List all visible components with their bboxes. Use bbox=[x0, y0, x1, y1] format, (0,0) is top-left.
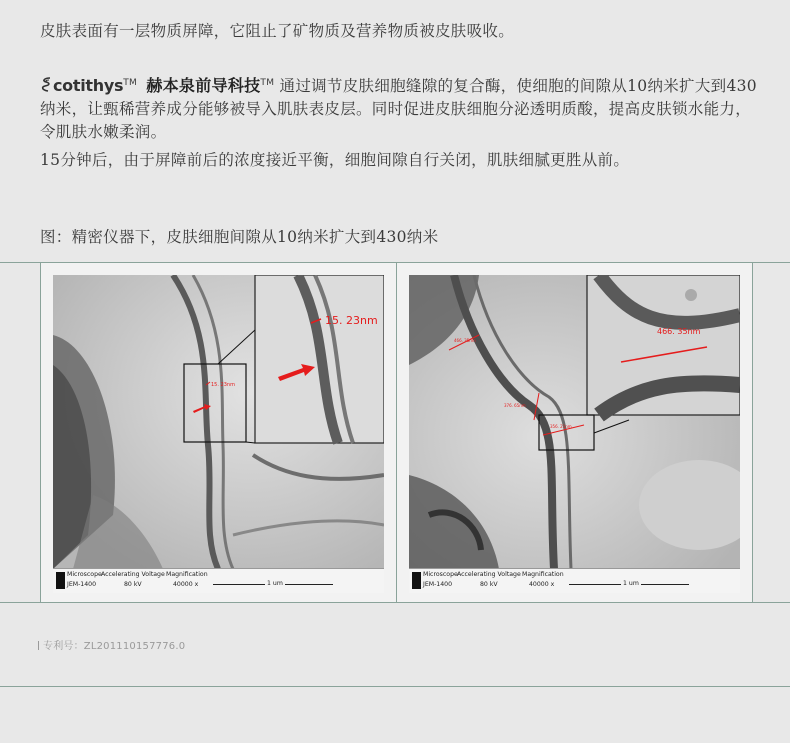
small-measurement-label: 15. 23nm bbox=[211, 382, 235, 388]
frame-bottom-rule bbox=[0, 602, 790, 603]
scale-marker-icon bbox=[412, 572, 421, 589]
small-measurement-label-c: 356. 21nm bbox=[550, 424, 572, 429]
small-measurement-label-b: 376. 65nm bbox=[504, 403, 526, 408]
patent-number: 专利号：ZL201110157776.0 bbox=[38, 637, 185, 652]
zoom-measurement-label: 466. 35nm bbox=[657, 327, 701, 336]
micrograph-right bbox=[409, 275, 740, 593]
scale-info-right: Microscope Accelerating Voltage Magnification JEM-1400 80 kV 40000 x 1 um bbox=[409, 568, 740, 593]
patent-bar-icon bbox=[38, 641, 39, 650]
micrograph-left bbox=[53, 275, 384, 593]
intro-text: 皮肤表面有一层物质屏障，它阻止了矿物质及营养物质被皮肤吸收。 bbox=[40, 22, 515, 40]
brand-logo bbox=[40, 77, 142, 95]
brand-cn-tm: TM bbox=[260, 78, 275, 88]
brand-cn-name: 赫本泉前导科技 bbox=[146, 76, 261, 95]
swirl-logo-icon bbox=[40, 76, 52, 94]
scale-info-left: Microscope Accelerating Voltage Magnification JEM-1400 80 kV 40000 x 1 um bbox=[53, 568, 384, 593]
scale-marker-icon bbox=[56, 572, 65, 589]
micrograph-left-image bbox=[53, 275, 384, 569]
zoom-measurement-label: 15. 23nm bbox=[325, 314, 378, 327]
figure-caption: 图：精密仪器下，皮肤细胞间隙从10纳米扩大到430纳米 bbox=[40, 228, 439, 246]
brand-logo-text: cotithys bbox=[53, 76, 124, 95]
brand-description: 通过调节皮肤细胞缝隙的复合酶，使细胞的间隙从10纳米扩大到430纳米，让甄稀营养成分能够被导入肌肤表皮层。同时促进皮肤细胞分泌透明质酸，提高皮肤锁水能力，令肌肤水嫩柔润。 bbox=[40, 77, 757, 141]
footer-rule bbox=[0, 686, 790, 687]
brand-logo-tm: TM bbox=[123, 78, 138, 88]
brand-paragraph bbox=[40, 72, 760, 144]
micrograph-right-image bbox=[409, 275, 740, 569]
small-measurement-label-a: 466. 35nm bbox=[454, 338, 476, 343]
after-text: 15分钟后，由于屏障前后的浓度接近平衡，细胞间隙自行关闭，肌肤细腻更胜从前。 bbox=[40, 151, 630, 169]
frame-right-rule bbox=[752, 262, 753, 603]
